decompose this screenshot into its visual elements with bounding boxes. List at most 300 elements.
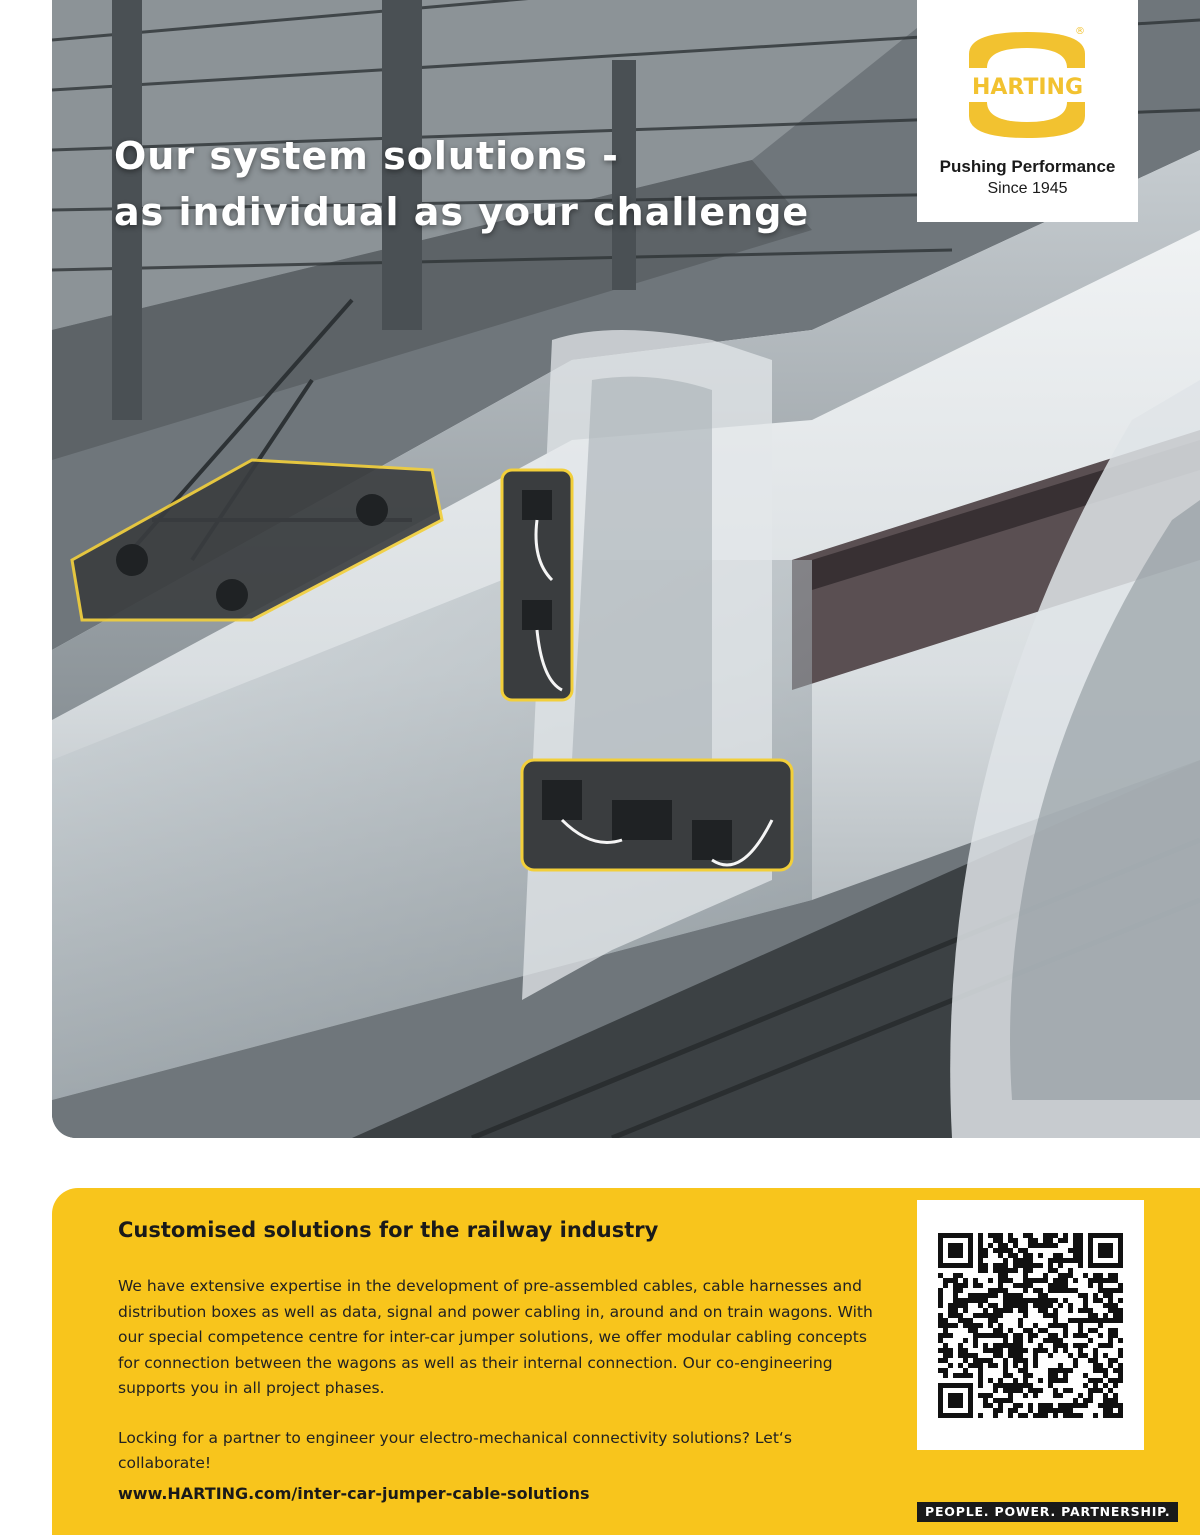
qr-module <box>1028 1298 1033 1303</box>
qr-module <box>953 1288 958 1293</box>
qr-module <box>1053 1233 1058 1238</box>
qr-module <box>938 1333 943 1338</box>
qr-module <box>1023 1273 1028 1278</box>
qr-module <box>1038 1343 1043 1348</box>
qr-module <box>1078 1243 1083 1248</box>
qr-module <box>963 1353 968 1358</box>
website-link[interactable]: www.HARTING.com/inter-car-jumper-cable-solutions <box>118 1484 590 1503</box>
qr-module <box>1093 1363 1098 1368</box>
qr-module <box>978 1298 983 1303</box>
qr-module <box>1098 1378 1103 1383</box>
qr-module <box>958 1318 963 1323</box>
qr-module <box>998 1323 1003 1328</box>
qr-module <box>1068 1303 1073 1308</box>
qr-module <box>948 1303 953 1308</box>
qr-module <box>983 1348 988 1353</box>
qr-module <box>1033 1333 1038 1338</box>
hero-headline <box>114 128 809 240</box>
qr-module <box>993 1353 998 1358</box>
qr-module <box>1098 1323 1103 1328</box>
qr-module <box>1013 1348 1018 1353</box>
qr-module <box>1108 1398 1113 1403</box>
qr-module <box>1073 1343 1078 1348</box>
qr-module <box>1053 1288 1058 1293</box>
qr-module <box>1058 1323 1063 1328</box>
qr-module <box>1078 1318 1083 1323</box>
qr-module <box>1023 1393 1028 1398</box>
qr-module <box>1038 1303 1043 1308</box>
qr-module <box>988 1348 993 1353</box>
qr-module <box>1048 1313 1053 1318</box>
qr-module <box>998 1253 1003 1258</box>
qr-module <box>1048 1403 1053 1408</box>
qr-module <box>1098 1368 1103 1373</box>
qr-module <box>1008 1398 1013 1403</box>
qr-module <box>1118 1283 1123 1288</box>
qr-module <box>988 1293 993 1298</box>
qr-module <box>938 1323 943 1328</box>
qr-module <box>1113 1288 1118 1293</box>
qr-module <box>1098 1298 1103 1303</box>
qr-module <box>1113 1383 1118 1388</box>
qr-module <box>943 1343 948 1348</box>
qr-finder <box>948 1243 963 1258</box>
qr-module <box>958 1343 963 1348</box>
qr-module <box>968 1373 973 1378</box>
qr-module <box>1053 1368 1058 1373</box>
qr-module <box>998 1398 1003 1403</box>
qr-module <box>988 1318 993 1323</box>
qr-module <box>1088 1278 1093 1283</box>
qr-module <box>1053 1283 1058 1288</box>
qr-module <box>958 1288 963 1293</box>
qr-module <box>1018 1383 1023 1388</box>
qr-module <box>973 1313 978 1318</box>
qr-module <box>1093 1353 1098 1358</box>
qr-module <box>1038 1328 1043 1333</box>
qr-module <box>963 1358 968 1363</box>
qr-module <box>1038 1293 1043 1298</box>
qr-module <box>1033 1243 1038 1248</box>
qr-module <box>968 1318 973 1323</box>
qr-module <box>978 1248 983 1253</box>
qr-module <box>963 1348 968 1353</box>
qr-module <box>1023 1368 1028 1373</box>
panel-paragraph-2: Locking for a partner to engineer your electro-mechanical connectivity solutions? Let‘s collaborate! <box>118 1428 792 1472</box>
qr-module <box>1028 1243 1033 1248</box>
qr-module <box>998 1328 1003 1333</box>
qr-module <box>1058 1278 1063 1283</box>
qr-module <box>1068 1288 1073 1293</box>
qr-module <box>983 1298 988 1303</box>
qr-code[interactable] <box>938 1233 1123 1418</box>
qr-module <box>1093 1273 1098 1278</box>
qr-module <box>1008 1303 1013 1308</box>
qr-module <box>943 1348 948 1353</box>
qr-module <box>1103 1403 1108 1408</box>
qr-module <box>1118 1318 1123 1323</box>
qr-module <box>1083 1403 1088 1408</box>
qr-module <box>1028 1258 1033 1263</box>
qr-module <box>1008 1268 1013 1273</box>
qr-module <box>1008 1408 1013 1413</box>
qr-module <box>993 1408 998 1413</box>
qr-module <box>1023 1383 1028 1388</box>
qr-module <box>1053 1408 1058 1413</box>
qr-module <box>1013 1303 1018 1308</box>
qr-module <box>1103 1293 1108 1298</box>
qr-module <box>1073 1243 1078 1248</box>
qr-module <box>1108 1288 1113 1293</box>
qr-module <box>1003 1333 1008 1338</box>
qr-module <box>988 1393 993 1398</box>
qr-module <box>1073 1413 1078 1418</box>
qr-module <box>983 1313 988 1318</box>
qr-module <box>978 1303 983 1308</box>
qr-module <box>1058 1368 1063 1373</box>
qr-module <box>1103 1288 1108 1293</box>
qr-module <box>1088 1358 1093 1363</box>
qr-module <box>1048 1408 1053 1413</box>
qr-module <box>1023 1348 1028 1353</box>
qr-module <box>963 1373 968 1378</box>
qr-module <box>1038 1263 1043 1268</box>
qr-module <box>1073 1318 1078 1323</box>
qr-module <box>1008 1328 1013 1333</box>
qr-module <box>1108 1333 1113 1338</box>
qr-module <box>1078 1328 1083 1333</box>
qr-module <box>958 1283 963 1288</box>
qr-module <box>1023 1233 1028 1238</box>
qr-module <box>1003 1368 1008 1373</box>
qr-module <box>1053 1388 1058 1393</box>
qr-module <box>963 1303 968 1308</box>
qr-module <box>988 1303 993 1308</box>
panel-paragraph-1: We have extensive expertise in the development of pre-assembled cables, cable harnesses and distribution boxes as well as data, signal and power cabling in, around and on train wagons. With our special competence centre for inter-car jumper solutions, we offer modular cabling concepts for connection between the wagons as well as their internal connection. Our co-engineering supports you in all project phases. <box>118 1277 873 1397</box>
qr-module <box>953 1373 958 1378</box>
qr-module <box>1108 1388 1113 1393</box>
qr-module <box>1028 1268 1033 1273</box>
qr-module <box>1073 1363 1078 1368</box>
qr-module <box>1033 1303 1038 1308</box>
qr-module <box>1088 1318 1093 1323</box>
qr-module <box>1018 1403 1023 1408</box>
qr-module <box>1038 1388 1043 1393</box>
qr-module <box>943 1328 948 1333</box>
qr-module <box>1088 1393 1093 1398</box>
qr-module <box>978 1363 983 1368</box>
qr-module <box>1068 1413 1073 1418</box>
qr-module <box>963 1298 968 1303</box>
slogan-badge: PEOPLE. POWER. PARTNERSHIP. <box>917 1502 1178 1522</box>
qr-module <box>963 1278 968 1283</box>
qr-module <box>953 1308 958 1313</box>
qr-module <box>1108 1403 1113 1408</box>
qr-module <box>1008 1353 1013 1358</box>
qr-module <box>1083 1333 1088 1338</box>
qr-module <box>1028 1233 1033 1238</box>
qr-module <box>1003 1248 1008 1253</box>
qr-module <box>968 1323 973 1328</box>
qr-module <box>948 1363 953 1368</box>
qr-module <box>1093 1298 1098 1303</box>
qr-module <box>1053 1343 1058 1348</box>
qr-module <box>1063 1333 1068 1338</box>
qr-module <box>1003 1298 1008 1303</box>
qr-module <box>1013 1293 1018 1298</box>
qr-module <box>1063 1233 1068 1238</box>
qr-module <box>1003 1273 1008 1278</box>
qr-module <box>978 1258 983 1263</box>
qr-module <box>1053 1313 1058 1318</box>
qr-module <box>1043 1403 1048 1408</box>
qr-module <box>1048 1258 1053 1263</box>
qr-module <box>1118 1408 1123 1413</box>
qr-module <box>1028 1263 1033 1268</box>
qr-module <box>993 1383 998 1388</box>
qr-module <box>998 1378 1003 1383</box>
qr-module <box>1053 1413 1058 1418</box>
qr-module <box>1108 1293 1113 1298</box>
qr-module <box>1003 1263 1008 1268</box>
qr-module <box>1113 1358 1118 1363</box>
qr-module <box>1038 1348 1043 1353</box>
qr-module <box>1003 1338 1008 1343</box>
qr-module <box>948 1308 953 1313</box>
qr-module <box>1048 1268 1053 1273</box>
qr-module <box>978 1253 983 1258</box>
qr-module <box>1048 1263 1053 1268</box>
qr-module <box>1028 1373 1033 1378</box>
qr-module <box>1058 1253 1063 1258</box>
qr-module <box>948 1278 953 1283</box>
qr-module <box>1003 1278 1008 1283</box>
qr-module <box>1033 1298 1038 1303</box>
qr-module <box>1058 1338 1063 1343</box>
qr-module <box>988 1333 993 1338</box>
qr-module <box>938 1318 943 1323</box>
qr-module <box>938 1368 943 1373</box>
qr-module <box>1023 1308 1028 1313</box>
qr-module <box>1043 1338 1048 1343</box>
qr-module <box>1018 1388 1023 1393</box>
qr-module <box>1063 1408 1068 1413</box>
qr-module <box>1038 1308 1043 1313</box>
qr-module <box>998 1308 1003 1313</box>
qr-module <box>993 1233 998 1238</box>
qr-module <box>983 1293 988 1298</box>
qr-module <box>1013 1363 1018 1368</box>
qr-module <box>1083 1383 1088 1388</box>
qr-module <box>1048 1298 1053 1303</box>
qr-module <box>998 1408 1003 1413</box>
qr-module <box>1028 1403 1033 1408</box>
qr-module <box>978 1373 983 1378</box>
qr-module <box>1103 1373 1108 1378</box>
qr-module <box>968 1328 973 1333</box>
qr-module <box>968 1353 973 1358</box>
qr-module <box>943 1373 948 1378</box>
qr-module <box>1103 1313 1108 1318</box>
qr-module <box>1083 1303 1088 1308</box>
qr-module <box>963 1338 968 1343</box>
panel-body <box>118 1274 878 1501</box>
qr-module <box>1023 1328 1028 1333</box>
qr-module <box>1063 1373 1068 1378</box>
qr-module <box>1088 1388 1093 1393</box>
qr-module <box>963 1323 968 1328</box>
qr-module <box>1038 1253 1043 1258</box>
qr-module <box>998 1313 1003 1318</box>
logo-wordmark: HARTING <box>971 75 1084 100</box>
qr-module <box>1108 1308 1113 1313</box>
qr-module <box>1013 1298 1018 1303</box>
qr-module <box>1063 1368 1068 1373</box>
qr-module <box>988 1243 993 1248</box>
qr-module <box>1003 1308 1008 1313</box>
qr-module <box>938 1298 943 1303</box>
qr-module <box>1058 1393 1063 1398</box>
qr-module <box>1003 1293 1008 1298</box>
qr-module <box>1013 1403 1018 1408</box>
qr-module <box>1058 1343 1063 1348</box>
qr-module <box>1083 1373 1088 1378</box>
qr-module <box>1058 1303 1063 1308</box>
qr-module <box>1018 1283 1023 1288</box>
qr-module <box>988 1363 993 1368</box>
qr-module <box>973 1323 978 1328</box>
qr-module <box>1023 1263 1028 1268</box>
qr-module <box>978 1293 983 1298</box>
qr-module <box>1033 1393 1038 1398</box>
qr-module <box>1093 1348 1098 1353</box>
qr-module <box>943 1278 948 1283</box>
qr-module <box>1043 1413 1048 1418</box>
qr-module <box>1028 1388 1033 1393</box>
qr-module <box>1033 1388 1038 1393</box>
qr-module <box>1043 1303 1048 1308</box>
qr-module <box>1058 1363 1063 1368</box>
qr-module <box>1018 1358 1023 1363</box>
qr-module <box>1008 1308 1013 1313</box>
qr-module <box>1053 1243 1058 1248</box>
qr-module <box>1023 1268 1028 1273</box>
qr-module <box>1038 1278 1043 1283</box>
qr-module <box>1073 1288 1078 1293</box>
qr-module <box>993 1388 998 1393</box>
qr-module <box>1068 1368 1073 1373</box>
qr-module <box>998 1383 1003 1388</box>
qr-module <box>1068 1248 1073 1253</box>
qr-module <box>1028 1278 1033 1283</box>
qr-module <box>1033 1238 1038 1243</box>
qr-module <box>1013 1353 1018 1358</box>
qr-module <box>1003 1258 1008 1263</box>
qr-module <box>978 1393 983 1398</box>
qr-module <box>1053 1323 1058 1328</box>
qr-module <box>958 1353 963 1358</box>
qr-module <box>1053 1338 1058 1343</box>
qr-module <box>1008 1388 1013 1393</box>
qr-module <box>1028 1338 1033 1343</box>
qr-module <box>988 1358 993 1363</box>
qr-module <box>1028 1283 1033 1288</box>
qr-module <box>1023 1253 1028 1258</box>
qr-module <box>1068 1258 1073 1263</box>
qr-module <box>948 1348 953 1353</box>
qr-module <box>993 1293 998 1298</box>
qr-finder <box>948 1393 963 1408</box>
qr-module <box>1103 1393 1108 1398</box>
qr-module <box>1083 1398 1088 1403</box>
qr-module <box>988 1403 993 1408</box>
qr-module <box>953 1293 958 1298</box>
qr-module <box>998 1333 1003 1338</box>
qr-module <box>943 1353 948 1358</box>
qr-module <box>1023 1298 1028 1303</box>
qr-module <box>1118 1353 1123 1358</box>
qr-module <box>993 1343 998 1348</box>
qr-module <box>1013 1408 1018 1413</box>
qr-module <box>1113 1403 1118 1408</box>
qr-module <box>1018 1248 1023 1253</box>
qr-module <box>1023 1373 1028 1378</box>
qr-module <box>1108 1363 1113 1368</box>
qr-module <box>973 1358 978 1363</box>
qr-module <box>1058 1378 1063 1383</box>
qr-module <box>1063 1343 1068 1348</box>
qr-module <box>978 1368 983 1373</box>
qr-module <box>1078 1343 1083 1348</box>
qr-module <box>1023 1378 1028 1383</box>
qr-module <box>1118 1338 1123 1343</box>
qr-module <box>973 1363 978 1368</box>
qr-module <box>948 1333 953 1338</box>
qr-module <box>1073 1278 1078 1283</box>
qr-module <box>983 1253 988 1258</box>
qr-module <box>1003 1383 1008 1388</box>
qr-module <box>1108 1413 1113 1418</box>
qr-module <box>1058 1288 1063 1293</box>
harting-logo <box>965 28 1090 143</box>
qr-module <box>1118 1403 1123 1408</box>
qr-module <box>978 1378 983 1383</box>
qr-module <box>958 1348 963 1353</box>
qr-module <box>1013 1343 1018 1348</box>
qr-module <box>1023 1303 1028 1308</box>
qr-module <box>1093 1293 1098 1298</box>
qr-module <box>1113 1273 1118 1278</box>
qr-module <box>1063 1328 1068 1333</box>
qr-module <box>943 1283 948 1288</box>
qr-module <box>943 1368 948 1373</box>
qr-module <box>963 1308 968 1313</box>
qr-module <box>1048 1383 1053 1388</box>
qr-module <box>1013 1263 1018 1268</box>
qr-module <box>1063 1278 1068 1283</box>
qr-module <box>1088 1378 1093 1383</box>
qr-code-box[interactable] <box>917 1200 1144 1450</box>
qr-module <box>1108 1303 1113 1308</box>
qr-module <box>1028 1328 1033 1333</box>
qr-module <box>978 1238 983 1243</box>
qr-module <box>1038 1243 1043 1248</box>
qr-module <box>958 1273 963 1278</box>
qr-module <box>1023 1358 1028 1363</box>
qr-module <box>1068 1388 1073 1393</box>
qr-module <box>953 1313 958 1318</box>
qr-module <box>1063 1413 1068 1418</box>
